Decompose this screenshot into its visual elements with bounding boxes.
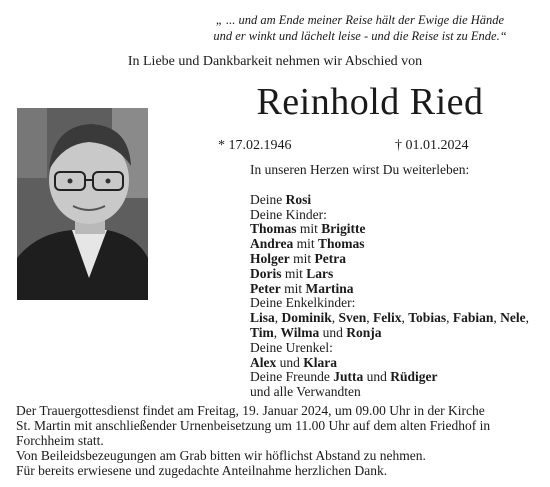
survivor-name: Dominik (281, 310, 332, 326)
survivor-text: , (331, 310, 339, 326)
survivor-text: Deine Freunde (250, 369, 334, 385)
survivor-name: Doris (250, 265, 282, 281)
survivor-text: Deine Enkelkinder: (250, 295, 356, 311)
survivor-name: Ronja (346, 324, 382, 340)
survivor-name: Wilma (280, 324, 320, 340)
survivor-text: , (493, 310, 501, 326)
survivor-name: Sven (338, 310, 367, 326)
survivor-name: Rosi (285, 191, 312, 207)
survivor-name: Thomas (318, 236, 365, 252)
survivor-name: Rüdiger (390, 369, 438, 385)
survivor-name: Klara (303, 354, 337, 370)
survivor-line (250, 370, 529, 385)
survivor-name: Martina (305, 280, 354, 296)
survivor-name: Lisa (250, 310, 275, 326)
deceased-name: Reinhold Ried (256, 81, 484, 123)
survivor-name: Andrea (250, 236, 294, 252)
survivor-line (250, 282, 529, 297)
memorial-quote (190, 12, 530, 44)
survivor-name: Tim (250, 324, 274, 340)
survivor-text: und (276, 354, 304, 370)
quote-line: und er winkt und lächelt leise - und die Reise ist zu Ende.“ (213, 29, 507, 43)
survivor-text: , (446, 310, 453, 326)
farewell-intro: In Liebe und Dankbarkeit nehmen wir Abschied von (127, 54, 423, 69)
survivor-line (250, 267, 529, 282)
survivor-text: mit (281, 265, 307, 281)
survivor-line (250, 208, 529, 223)
birth-date: * 17.02.1946 (218, 138, 292, 153)
survivor-text: Deine (250, 191, 286, 207)
survivor-name: Petra (314, 250, 346, 266)
survivor-line (250, 385, 529, 400)
survivor-name: Holger (250, 250, 290, 266)
survivor-line (250, 237, 529, 252)
survivor-text: , (273, 324, 281, 340)
survivor-text: und alle Verwandten (250, 384, 361, 400)
survivor-text: mit (293, 236, 319, 252)
survivor-text: und (363, 369, 391, 385)
service-line: Für bereits erwiesene und zugedachte Anteilnahme herzlichen Dank. (16, 463, 388, 478)
survivor-text: und (319, 324, 347, 340)
survivor-text: , (366, 310, 374, 326)
death-date: † 01.01.2024 (395, 138, 469, 153)
survivor-lines (250, 193, 529, 400)
survivor-text: Deine Kinder: (250, 206, 327, 222)
survivor-name: Nele (500, 310, 526, 326)
survivor-name: Jutta (333, 369, 364, 385)
portrait-photo (17, 108, 148, 300)
service-line: St. Martin mit anschließender Urnenbeisetzung um 11.00 Uhr auf dem alten Friedhof in (16, 418, 491, 433)
survivor-text: , (401, 310, 409, 326)
survivor-name: Lars (306, 265, 334, 281)
survivors-lead: In unseren Herzen wirst Du weiterleben: (250, 162, 470, 177)
survivor-text: , (274, 310, 282, 326)
service-announcement (16, 403, 546, 478)
survivor-line (250, 356, 529, 371)
survivor-name: Fabian (452, 310, 494, 326)
survivor-line (250, 341, 529, 356)
survivor-name: Brigitte (321, 221, 366, 237)
survivor-line (250, 252, 529, 267)
service-line: Forchheim statt. (16, 433, 104, 448)
survivor-line (250, 193, 529, 208)
survivor-line (250, 296, 529, 311)
survivor-line (250, 222, 529, 237)
survivor-name: Alex (250, 354, 277, 370)
service-line: Von Beileidsbezeugungen am Grab bitten wir höflichst Abstand zu nehmen. (16, 448, 426, 463)
survivors-list (250, 163, 529, 400)
survivor-name: Tobias (408, 310, 447, 326)
survivor-name: Thomas (250, 221, 297, 237)
quote-line: „ ... und am Ende meiner Reise hält der Ewige die Hände (215, 13, 505, 27)
survivor-text: Deine Urenkel: (250, 339, 333, 355)
survivor-text: , (525, 310, 529, 326)
survivor-line (250, 326, 529, 341)
survivor-line (250, 311, 529, 326)
survivor-name: Felix (373, 310, 402, 326)
service-line: Der Trauergottesdienst findet am Freitag, 19. Januar 2024, um 09.00 Uhr in der Kirche (16, 403, 485, 418)
survivor-name: Peter (250, 280, 281, 296)
survivor-text: mit (280, 280, 306, 296)
survivor-text: mit (289, 250, 315, 266)
survivor-text: mit (296, 221, 322, 237)
